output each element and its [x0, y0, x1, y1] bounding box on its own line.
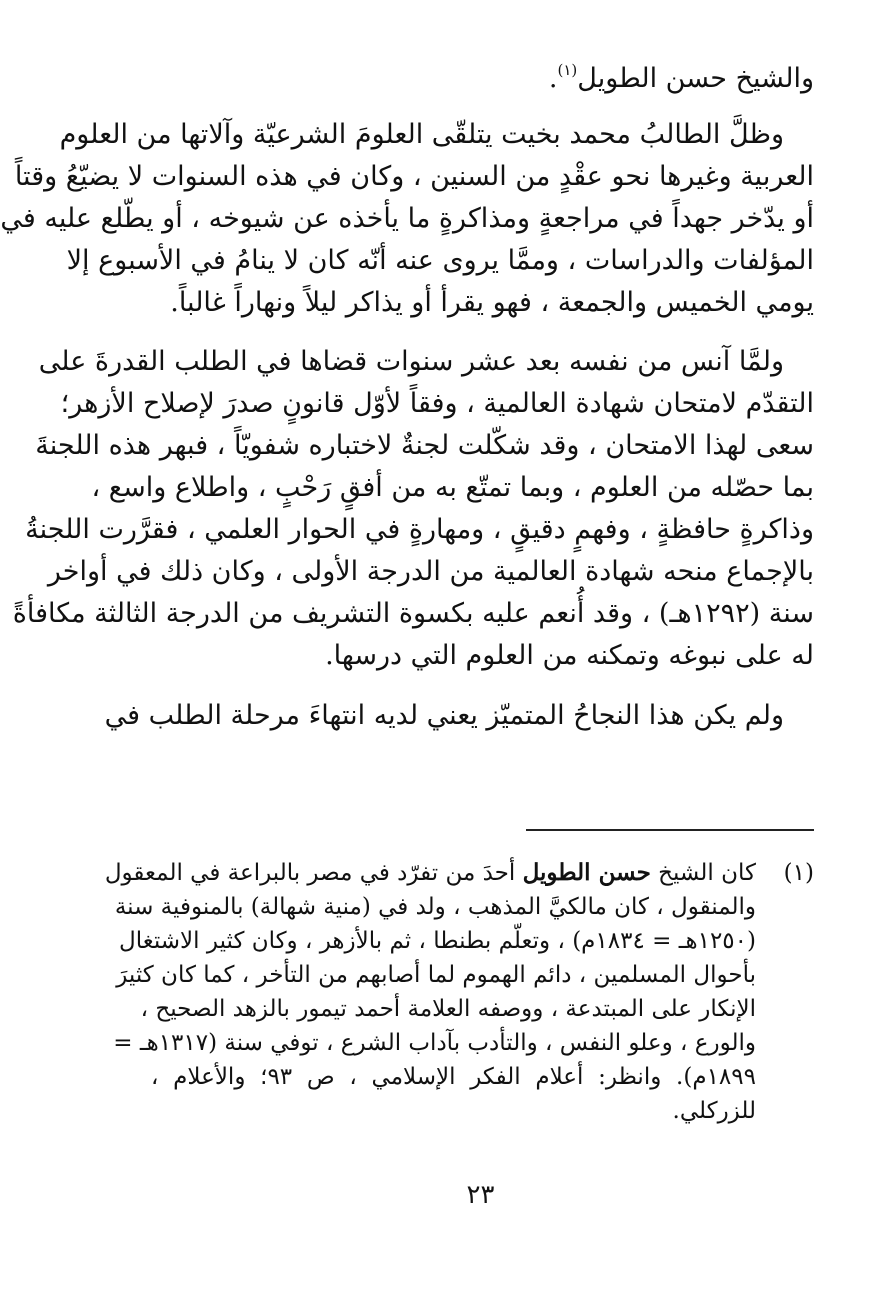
paragraph-line: التقدّم لامتحان شهادة العالمية ، وفقاً لأوّل قانونٍ صدرَ لإصلاح الأزهر؛ — [60, 388, 814, 419]
paragraph-line: بما حصّله من العلوم ، وبما تمتّع به من أفقٍ رَحْبٍ ، واطلاع واسع ، — [91, 472, 814, 503]
heading-text: والشيخ حسن الطويل — [577, 63, 814, 94]
footnote-body — [104, 856, 756, 1128]
paragraph-line: وذاكرةٍ حافظةٍ ، وفهمٍ دقيقٍ ، ومهارةٍ في الحوار العلمي ، فقرَّرت اللجنةُ — [25, 514, 814, 545]
footnote-line: والمنقول ، كان مالكيَّ المذهب ، ولد في (منية شهالة) بالمنوفية سنة — [114, 894, 756, 920]
heading-end-mark: . — [548, 63, 558, 94]
heading-line — [151, 58, 814, 100]
paragraph-gap — [151, 677, 814, 695]
paragraph-line: بالإجماع منحه شهادة العالمية من الدرجة الأولى ، وكان ذلك في أواخر — [47, 556, 814, 587]
footnote-line: للزركلي. — [672, 1098, 756, 1124]
footnote-line: والورع ، وعلو النفس ، والتأدب بآداب الشرع ، توفي سنة (١٣١٧هـ = — [113, 1030, 756, 1056]
footnote-line: الإنكار على المبتدعة ، ووصفه العلامة أحمد تيمور بالزهد الصحيح ، — [140, 996, 756, 1022]
footnote-line: بأحوال المسلمين ، دائم الهموم لما أصابهم من التأخر ، كما كان كثيرَ — [116, 962, 756, 988]
paragraph-line: سعى لهذا الامتحان ، وقد شكّلت لجنةٌ لاختباره شفويّاً ، فبهر هذه اللجنةَ — [35, 430, 814, 461]
footnote-marker: (١) — [783, 860, 814, 886]
footnote — [104, 856, 814, 1128]
paragraph-1 — [0, 114, 814, 324]
paragraph-line: وظلَّ الطالبُ محمد بخيت يتلقّى العلومَ الشرعيّة وآلاتها من العلوم — [59, 119, 784, 150]
footnote-reference[interactable]: (١) — [557, 61, 578, 79]
footnote-line: (١٢٥٠هـ = ١٨٣٤م) ، وتعلّم بطنطا ، ثم بالأزهر ، وكان كثير الاشتغال — [119, 928, 756, 954]
paragraph-3 — [104, 695, 814, 737]
paragraph-gap — [151, 100, 814, 114]
paragraph-gap — [151, 324, 814, 341]
paragraph-line: يومي الخميس والجمعة ، فهو يقرأ أو يذاكر ليلاً ونهاراً غالباً. — [170, 287, 814, 318]
footnote-row — [104, 856, 814, 1128]
footnote-separator — [526, 829, 814, 831]
paragraph-line: له على نبوغه وتمكنه من العلوم التي درسها. — [325, 640, 814, 671]
footnote-bold-name: حسن الطويل — [522, 859, 651, 886]
paragraph-line: المؤلفات والدراسات ، وممَّا يروى عنه أنّه كان لا ينامُ في الأسبوع إلا — [66, 245, 814, 276]
paragraph-2 — [12, 341, 814, 677]
footnote-line: ١٨٩٩م). وانظر: أعلام الفكر الإسلامي ، ص ٩٣؛ والأعلام ، — [151, 1064, 756, 1090]
page-number: ٢٣ — [466, 1180, 495, 1210]
main-text — [0, 58, 814, 737]
paragraph-line: سنة (١٢٩٢هـ) ، وقد أُنعم عليه بكسوة التشريف من الدرجة الثالثة مكافأةً — [12, 598, 814, 629]
paragraph-line: ولمَّا آنس من نفسه بعد عشر سنوات قضاها في الطلب القدرةَ على — [38, 346, 784, 377]
paragraph-line: ولم يكن هذا النجاحُ المتميّز يعني لديه انتهاءَ مرحلة الطلب في — [104, 700, 784, 731]
paragraph-line: أو يدّخر جهداً في مراجعةٍ ومذاكرةٍ ما يأخذه عن شيوخه ، أو يطّلع عليه في — [0, 203, 814, 234]
footnote-line-1: كان الشيخ حسن الطويل أحدَ من تفرّد في مصر بالبراعة في المعقول — [104, 859, 756, 886]
paragraph-line: العربية وغيرها نحو عقْدٍ من السنين ، وكان في هذه السنوات لا يضيّعُ وقتاً — [14, 161, 814, 192]
